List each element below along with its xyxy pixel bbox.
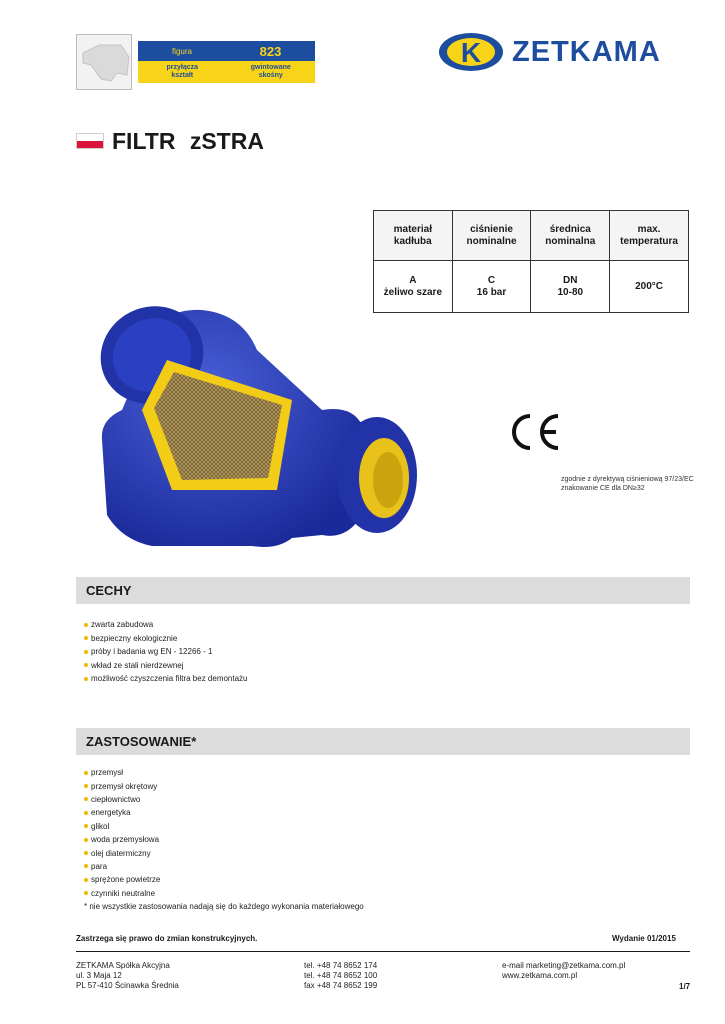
website-link[interactable]: www.zetkama.com.pl xyxy=(502,971,578,980)
brand-letter: K xyxy=(460,37,482,68)
footer-divider xyxy=(76,951,690,952)
bullet-icon xyxy=(84,677,88,681)
list-item: glikol xyxy=(84,820,160,833)
spec-value-temperature: 200°C xyxy=(610,261,689,313)
company-street: ul. 3 Maja 12 xyxy=(76,971,122,980)
figure-number: 823 xyxy=(259,43,282,59)
spec-header-diameter: średnica nominalna xyxy=(531,211,610,261)
features-list xyxy=(84,618,248,686)
valve-shape-thumbnail xyxy=(76,34,132,90)
bullet-icon xyxy=(84,771,88,775)
spec-value-material: A żeliwo szare xyxy=(374,261,453,313)
list-item: przemysł okrętowy xyxy=(84,779,160,792)
bullet-icon xyxy=(84,824,88,828)
bullet-icon xyxy=(84,636,88,640)
spec-header-material: materiał kadłuba xyxy=(374,211,453,261)
spec-value-diameter: DN 10-80 xyxy=(531,261,610,313)
list-item: czynniki neutralne xyxy=(84,887,160,900)
list-item: możliwość czyszczenia filtra bez demontażu xyxy=(84,672,248,686)
figure-label: figura xyxy=(171,46,192,56)
list-item: energetyka xyxy=(84,806,160,819)
bullet-icon xyxy=(84,864,88,868)
ce-mark-icon xyxy=(504,408,564,456)
bullet-icon xyxy=(84,838,88,842)
list-item: sprężone powietrze xyxy=(84,873,160,886)
brand-name: ZETKAMA xyxy=(512,35,661,68)
list-item: olej diatermiczny xyxy=(84,846,160,859)
list-item: ciepłownictwo xyxy=(84,793,160,806)
company-phones xyxy=(304,961,377,991)
list-item: przemysł xyxy=(84,766,160,779)
ce-note xyxy=(561,475,694,493)
applications-list xyxy=(84,766,160,900)
ce-note-line1: zgodnie z dyrektywą ciśnieniową 97/23/EC xyxy=(561,476,694,483)
phone-1: tel. +48 74 8652 174 xyxy=(304,961,378,970)
bullet-icon xyxy=(84,851,88,855)
spec-header-pressure: ciśnienie nominalne xyxy=(452,211,531,261)
list-item: zwarta zabudowa xyxy=(84,618,248,632)
zetkama-logo xyxy=(438,32,661,72)
bullet-icon xyxy=(84,797,88,801)
list-item: woda przemysłowa xyxy=(84,833,160,846)
phone-2: tel. +48 74 8652 100 xyxy=(304,971,378,980)
spec-header-temperature: max. temperatura xyxy=(610,211,689,261)
applications-heading: ZASTOSOWANIE* xyxy=(86,734,197,749)
list-item: wkład ze stali nierdzewnej xyxy=(84,659,248,673)
figure-info-box xyxy=(138,41,315,83)
company-address xyxy=(76,961,179,991)
valve-silhouette-icon xyxy=(77,35,133,91)
y-strainer-illustration xyxy=(92,300,422,555)
page-title: FILTR zSTRA xyxy=(112,128,264,154)
fax-number: fax +48 74 8652 199 xyxy=(304,981,378,990)
company-city: PL 57-410 Ścinawka Średnia xyxy=(76,981,179,990)
company-contact xyxy=(502,961,625,981)
connection-value: gwintowane skośny xyxy=(250,64,291,79)
bullet-icon xyxy=(84,811,88,815)
applications-footnote: * nie wszystkie zastosowania nadają się do każdego wykonania materiałowego xyxy=(84,902,364,911)
bullet-icon xyxy=(84,623,88,627)
bullet-icon xyxy=(84,663,88,667)
k-emblem-icon xyxy=(438,32,504,72)
design-change-notice: Zastrzega się prawo do zmian konstrukcyjnych. xyxy=(76,934,258,943)
spec-table xyxy=(373,210,689,313)
page-number: 1/7 xyxy=(679,982,691,991)
bullet-icon xyxy=(84,784,88,788)
company-name: ZETKAMA Spółka Akcyjna xyxy=(76,961,170,970)
poland-flag-icon xyxy=(76,133,104,149)
list-item: bezpieczny ekologicznie xyxy=(84,632,248,646)
bullet-icon xyxy=(84,878,88,882)
list-item: próby i badania wg EN - 12266 - 1 xyxy=(84,645,248,659)
features-heading: CECHY xyxy=(86,583,132,598)
email-link[interactable]: e-mail marketing@zetkama.com.pl xyxy=(502,961,626,970)
list-item: para xyxy=(84,860,160,873)
connection-label: przyłącza kształt xyxy=(166,64,199,79)
product-image xyxy=(92,300,422,560)
bullet-icon xyxy=(84,891,88,895)
applications-heading-bar xyxy=(76,728,690,755)
spec-value-pressure: C 16 bar xyxy=(452,261,531,313)
features-heading-bar xyxy=(76,577,690,604)
spec-header-row xyxy=(374,211,689,261)
bullet-icon xyxy=(84,650,88,654)
ce-note-line2: znakowanie CE dla DN≥32 xyxy=(561,485,645,492)
edition-label: Wydanie 01/2015 xyxy=(612,934,676,943)
